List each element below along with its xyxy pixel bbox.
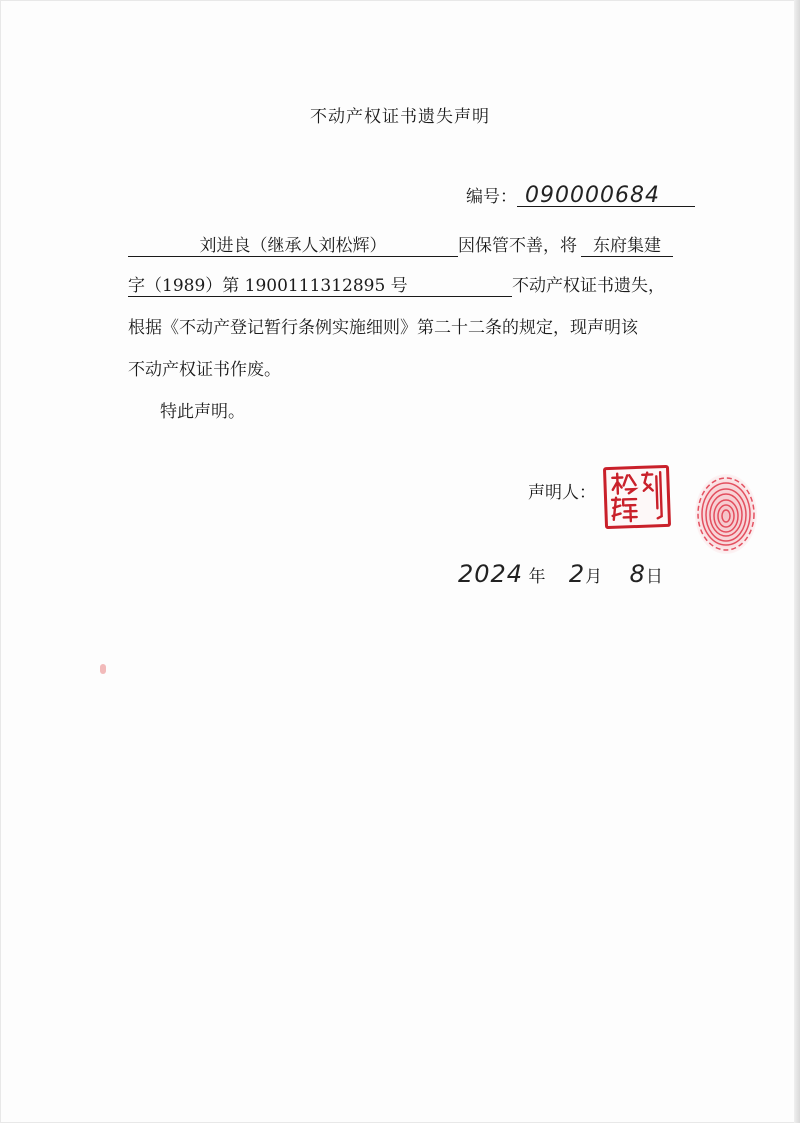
certificate-number: 字（1989）第 1900111312895 号 bbox=[128, 276, 512, 297]
certificate-prefix: 东府集建 bbox=[581, 236, 673, 257]
signer-label: 声明人： bbox=[528, 483, 596, 503]
declaration-date bbox=[458, 560, 663, 588]
date-month-unit: 月 bbox=[585, 567, 603, 587]
body-line-2 bbox=[128, 271, 665, 297]
declarant-name: 刘进良（继承人刘松辉） bbox=[128, 236, 458, 257]
serial-number bbox=[466, 182, 695, 207]
body-line-3: 根据《不动产登记暂行条例实施细则》第二十二条的规定，现声明该 bbox=[128, 318, 638, 338]
ink-smudge bbox=[100, 664, 106, 674]
date-year-unit: 年 bbox=[528, 567, 546, 587]
date-day: 8 bbox=[629, 560, 646, 588]
body-text-after-name: 因保管不善，将 bbox=[458, 236, 577, 256]
serial-value: 090000684 bbox=[517, 186, 695, 207]
body-line-4: 不动产权证书作废。 bbox=[128, 360, 281, 380]
serial-label: 编号： bbox=[466, 187, 517, 207]
body-text-after-cert: 不动产权证书遗失， bbox=[512, 276, 665, 296]
document-title: 不动产权证书遗失声明 bbox=[310, 107, 490, 127]
closing-text: 特此声明。 bbox=[160, 402, 245, 422]
date-month: 2 bbox=[568, 560, 586, 588]
personal-seal bbox=[603, 465, 671, 529]
seal-glyphs bbox=[606, 468, 668, 526]
body-line-1 bbox=[128, 231, 673, 257]
scan-edge bbox=[794, 0, 800, 1123]
date-day-unit: 日 bbox=[645, 567, 663, 587]
date-year: 2024 bbox=[458, 560, 524, 588]
fingerprint-mark bbox=[692, 470, 760, 558]
